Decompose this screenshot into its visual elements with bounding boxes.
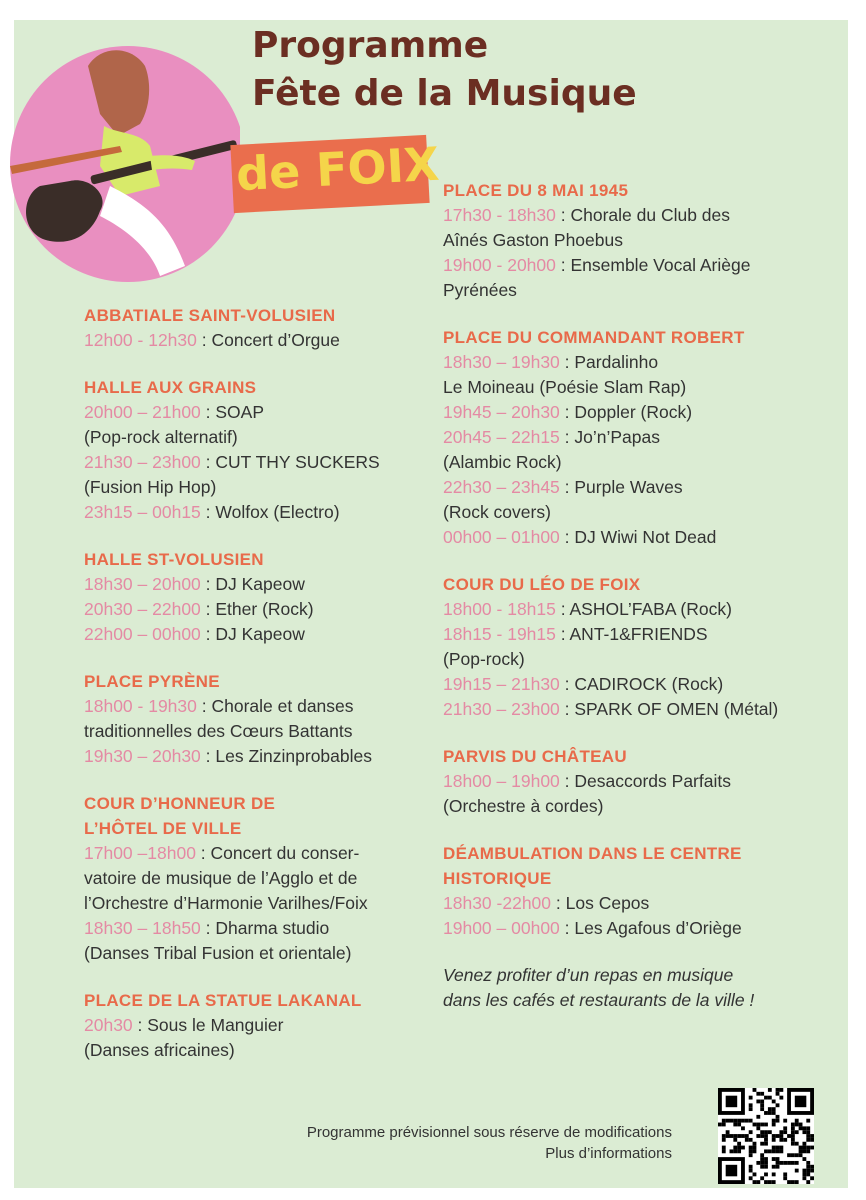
venue-name: DÉAMBULATION DANS LE CENTRE xyxy=(443,844,742,863)
venue-name: PLACE PYRÈNE xyxy=(84,672,220,691)
schedule-line xyxy=(84,891,429,916)
time-range: 20h30 – 22h00 xyxy=(84,599,201,619)
time-range: 19h00 – 00h00 xyxy=(443,918,560,938)
venue-block xyxy=(443,841,823,941)
schedule-line xyxy=(84,866,429,891)
schedule-line xyxy=(443,697,823,722)
venue-name: HALLE ST-VOLUSIEN xyxy=(84,550,264,569)
schedule-line xyxy=(84,941,429,966)
time-range: 17h00 –18h00 xyxy=(84,843,196,863)
venue-block xyxy=(84,547,429,647)
performance-text: : Les Zinzinprobables xyxy=(200,746,373,766)
schedule-line xyxy=(84,425,429,450)
performance-text: : Pardalinho xyxy=(559,352,659,372)
performance-text: (Rock covers) xyxy=(443,502,551,522)
schedule-line xyxy=(443,350,823,375)
footer-disclaimer: Programme prévisionnel sous réserve de modifications xyxy=(306,1124,672,1141)
performance-text: (Danses africaines) xyxy=(84,1040,235,1060)
schedule-line xyxy=(84,597,429,622)
schedule-line xyxy=(84,400,429,425)
schedule-line xyxy=(443,647,823,672)
schedule-line xyxy=(443,794,823,819)
schedule-line xyxy=(84,572,429,597)
performance-text: : Chorale du Club des xyxy=(555,205,731,225)
title-line2: Fête de la Musique xyxy=(252,73,637,114)
venue-name: HALLE AUX GRAINS xyxy=(84,378,257,397)
note-line1: Venez profiter d’un repas en musique xyxy=(443,965,734,985)
time-range: 18h00 - 18h15 xyxy=(443,599,556,619)
performance-text: : Doppler (Rock) xyxy=(559,402,693,422)
footer xyxy=(160,1122,672,1164)
time-range: 18h30 – 19h30 xyxy=(443,352,560,372)
performance-text: : DJ Wiwi Not Dead xyxy=(559,527,717,547)
venue-block xyxy=(84,988,429,1063)
performance-text: : ASHOL’FABA (Rock) xyxy=(555,599,732,619)
venue-name: ABBATIALE SAINT-VOLUSIEN xyxy=(84,306,336,325)
performance-text: : CADIROCK (Rock) xyxy=(559,674,724,694)
schedule-line xyxy=(443,672,823,697)
time-range: 19h15 – 21h30 xyxy=(443,674,560,694)
performance-text: (Pop-rock alternatif) xyxy=(84,427,238,447)
venue-name: COUR DU LÉO DE FOIX xyxy=(443,575,641,594)
schedule-line xyxy=(84,1013,429,1038)
time-range: 00h00 – 01h00 xyxy=(443,527,560,547)
time-range: 19h30 – 20h30 xyxy=(84,746,201,766)
performance-text: : DJ Kapeow xyxy=(200,624,305,644)
time-range: 17h30 - 18h30 xyxy=(443,205,556,225)
time-range: 18h30 – 18h50 xyxy=(84,918,201,938)
schedule-line xyxy=(443,253,823,278)
performance-text: : Dharma studio xyxy=(200,918,330,938)
time-range: 18h00 - 19h30 xyxy=(84,696,197,716)
performance-text: (Pop-rock) xyxy=(443,649,525,669)
schedule-line xyxy=(443,500,823,525)
schedule-line xyxy=(443,450,823,475)
venue-block xyxy=(84,791,429,966)
right-column xyxy=(443,178,823,1013)
time-range: 18h15 - 19h15 xyxy=(443,624,556,644)
schedule-line xyxy=(84,719,429,744)
schedule-line xyxy=(443,425,823,450)
venue-block xyxy=(84,303,429,353)
schedule-line xyxy=(443,769,823,794)
qr-code-icon[interactable] xyxy=(718,1088,814,1184)
schedule-line xyxy=(84,916,429,941)
venue-block xyxy=(443,325,823,550)
venue-name: COUR D’HONNEUR DE xyxy=(84,794,276,813)
schedule-line xyxy=(84,694,429,719)
venue-name: PLACE DE LA STATUE LAKANAL xyxy=(84,991,362,1010)
performance-text: : Ether (Rock) xyxy=(200,599,314,619)
performance-text: (Fusion Hip Hop) xyxy=(84,477,217,497)
performance-text: : Les Agafous d’Oriège xyxy=(559,918,742,938)
schedule-line xyxy=(443,525,823,550)
schedule-line xyxy=(443,891,823,916)
time-range: 18h00 – 19h00 xyxy=(443,771,560,791)
performance-text: Le Moineau (Poésie Slam Rap) xyxy=(443,377,687,397)
schedule-line xyxy=(84,475,429,500)
venue-block xyxy=(443,572,823,722)
schedule-line xyxy=(443,203,823,228)
performance-text: : SPARK OF OMEN (Métal) xyxy=(559,699,779,719)
schedule-line xyxy=(84,500,429,525)
schedule-line xyxy=(443,622,823,647)
venue-block xyxy=(84,669,429,769)
performance-text: : Purple Waves xyxy=(559,477,683,497)
performance-text: : Jo’n’Papas xyxy=(559,427,660,447)
schedule-line xyxy=(443,475,823,500)
performance-text: Pyrénées xyxy=(443,280,517,300)
performance-text: vatoire de musique de l’Agglo et de xyxy=(84,868,358,888)
performance-text: : SOAP xyxy=(200,402,265,422)
title-line1: Programme xyxy=(252,25,489,66)
time-range: 19h45 – 20h30 xyxy=(443,402,560,422)
schedule-line xyxy=(84,744,429,769)
time-range: 22h00 – 00h00 xyxy=(84,624,201,644)
performance-text: : Sous le Manguier xyxy=(132,1015,284,1035)
schedule-line xyxy=(84,1038,429,1063)
time-range: 18h30 – 20h00 xyxy=(84,574,201,594)
time-range: 20h30 xyxy=(84,1015,133,1035)
venue-name: PLACE DU COMMANDANT ROBERT xyxy=(443,328,745,347)
venue-name-continued: HISTORIQUE xyxy=(443,869,552,888)
performance-text: : Chorale et danses xyxy=(196,696,354,716)
performance-text: : Los Cepos xyxy=(551,893,650,913)
time-range: 20h00 – 21h00 xyxy=(84,402,201,422)
time-range: 22h30 – 23h45 xyxy=(443,477,560,497)
performance-text: (Orchestre à cordes) xyxy=(443,796,604,816)
time-range: 23h15 – 00h15 xyxy=(84,502,201,522)
performance-text: : DJ Kapeow xyxy=(200,574,305,594)
venue-name: PLACE DU 8 MAI 1945 xyxy=(443,181,629,200)
venue-block xyxy=(443,178,823,303)
left-column xyxy=(84,303,429,1085)
footer-more-info: Plus d’informations xyxy=(545,1145,672,1162)
performance-text: : CUT THY SUCKERS xyxy=(200,452,380,472)
performance-text: : Desaccords Parfaits xyxy=(559,771,731,791)
venue-name: PARVIS DU CHÂTEAU xyxy=(443,747,627,766)
time-range: 21h30 – 23h00 xyxy=(84,452,201,472)
time-range: 20h45 – 22h15 xyxy=(443,427,560,447)
restaurant-note xyxy=(443,963,823,1013)
schedule-line xyxy=(443,916,823,941)
performance-text: : Concert du conser- xyxy=(195,843,360,863)
schedule-line xyxy=(84,622,429,647)
schedule-line xyxy=(84,328,429,353)
time-range: 18h30 -22h00 xyxy=(443,893,552,913)
time-range: 12h00 - 12h30 xyxy=(84,330,197,350)
performance-text: : ANT-1&FRIENDS xyxy=(555,624,708,644)
schedule-line xyxy=(84,450,429,475)
schedule-line xyxy=(84,841,429,866)
schedule-line xyxy=(443,597,823,622)
venue-block xyxy=(443,744,823,819)
performance-text: (Alambic Rock) xyxy=(443,452,562,472)
performance-text: l’Orchestre d’Harmonie Varilhes/Foix xyxy=(84,893,368,913)
schedule-line xyxy=(443,278,823,303)
time-range: 19h00 - 20h00 xyxy=(443,255,556,275)
schedule-line xyxy=(443,375,823,400)
performance-text: : Ensemble Vocal Ariège xyxy=(555,255,751,275)
city-label: de FOIX xyxy=(234,136,441,202)
performance-text: : Wolfox (Electro) xyxy=(200,502,340,522)
poster-title xyxy=(252,22,637,118)
venue-name-continued: L’HÔTEL DE VILLE xyxy=(84,819,242,838)
time-range: 21h30 – 23h00 xyxy=(443,699,560,719)
performance-text: traditionnelles des Cœurs Battants xyxy=(84,721,353,741)
guitarist-illustration xyxy=(0,36,240,296)
schedule-line xyxy=(443,400,823,425)
right-venue-list xyxy=(443,178,823,941)
note-line2: dans les cafés et restaurants de la ville ! xyxy=(443,990,755,1010)
performance-text: : Concert d’Orgue xyxy=(196,330,340,350)
schedule-line xyxy=(443,228,823,253)
venue-block xyxy=(84,375,429,525)
performance-text: (Danses Tribal Fusion et orientale) xyxy=(84,943,352,963)
performance-text: Aînés Gaston Phoebus xyxy=(443,230,623,250)
